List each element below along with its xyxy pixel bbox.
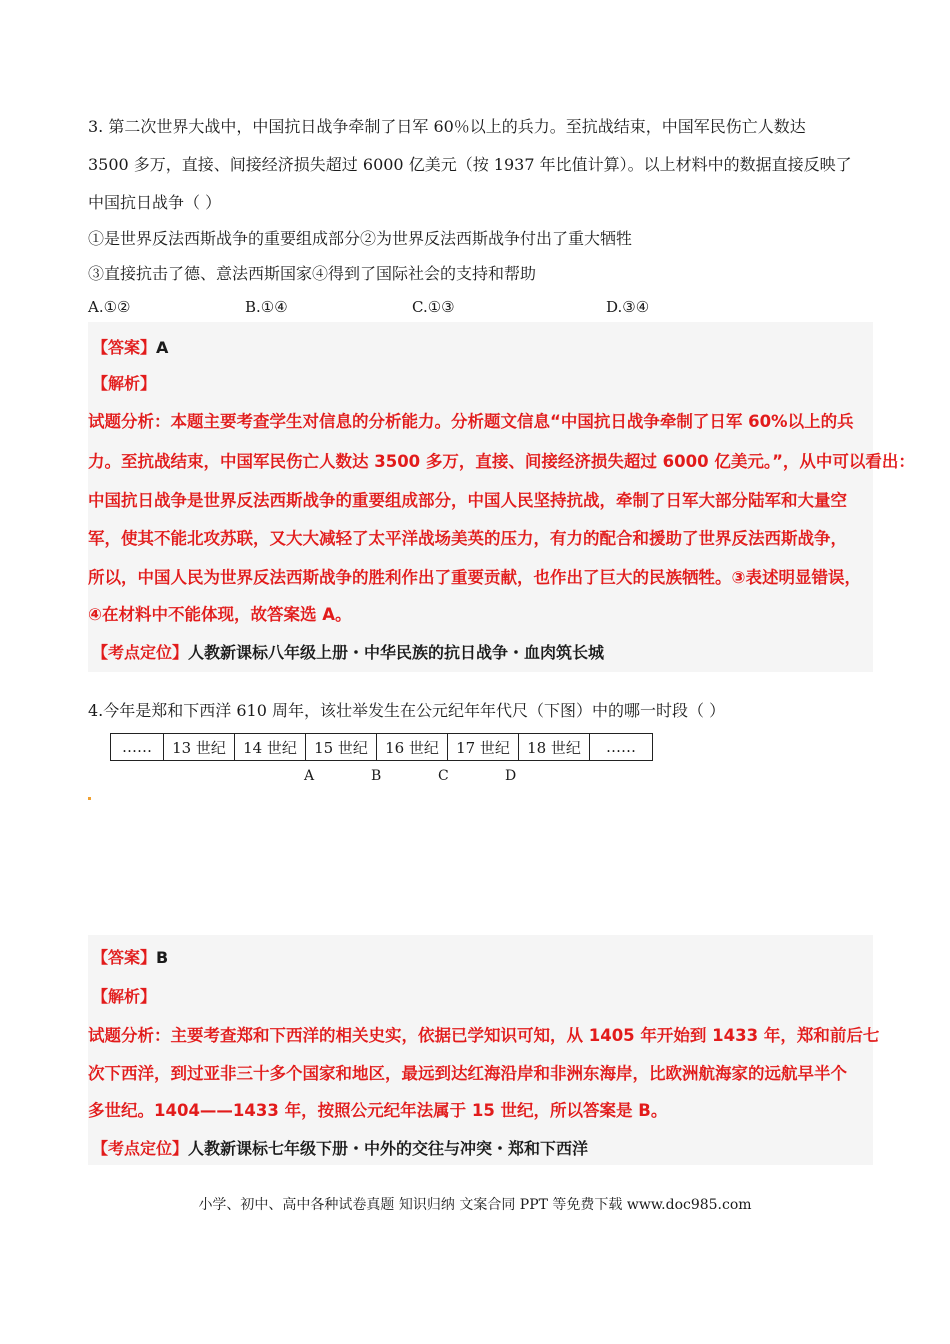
q4-analysis-line-3: 多世纪。1404——1433 年，按照公元纪年法属于 15 世纪，所以答案是 B。 <box>88 1101 668 1120</box>
q3-statement-2: ③直接抗击了德、意法西斯国家④得到了国际社会的支持和帮助 <box>88 264 537 283</box>
timeline-cell: 18 世纪 <box>519 734 590 761</box>
q3-stem-line-1: 3. 第二次世界大战中，中国抗日战争牵制了日军 60％以上的兵力。至抗战结束，中国军民伤亡人数达 <box>88 117 806 136</box>
q3-key-point <box>92 643 604 663</box>
q3-option-d: D.③④ <box>606 298 650 316</box>
q4-stem: 4.今年是郑和下西洋 610 周年，该壮举发生在公元纪年年代尺（下图）中的哪一时段（ ） <box>88 701 726 720</box>
watermark-region-2 <box>88 935 873 1165</box>
q3-analysis-label-text: 【解析】 <box>92 374 157 393</box>
q4-answer-label: 【答案】 <box>92 948 157 967</box>
stray-dot <box>88 797 91 800</box>
timeline-cell: …… <box>590 734 653 761</box>
q3-answer-label: 【答案】 <box>92 338 157 357</box>
q4-analysis-line-1: 试题分析：主要考查郑和下西洋的相关史实，依据已学知识可知，从 1405 年开始到 1433 年，郑和前后七 <box>88 1026 880 1045</box>
q3-analysis-line-2: 力。至抗战结束，中国军民伤亡人数达 3500 多万，直接、间接经济损失超过 6000 亿美元。”，从中可以看出： <box>88 452 915 471</box>
timeline-cell: 16 世纪 <box>377 734 448 761</box>
timeline-cell: …… <box>111 734 164 761</box>
era-timeline-table <box>110 733 653 761</box>
q3-answer-value: A <box>156 338 169 357</box>
q3-point-label: 【考点定位】 <box>92 643 189 662</box>
q3-point-text: 人教新课标八年级上册・中华民族的抗日战争・血肉筑长城 <box>188 643 605 662</box>
timeline-cell: 14 世纪 <box>235 734 306 761</box>
q4-point-label: 【考点定位】 <box>92 1139 189 1158</box>
q4-analysis-line-2: 次下西洋，到过亚非三十多个国家和地区，最远到达红海沿岸和非洲东海岸，比欧洲航海家的远航早半个 <box>88 1064 847 1083</box>
q3-analysis-label <box>92 374 156 394</box>
timeline-letter-b: B <box>371 768 382 784</box>
q4-key-point <box>92 1139 588 1159</box>
q3-statement-1: ①是世界反法西斯战争的重要组成部分②为世界反法西斯战争付出了重大牺牲 <box>88 229 633 248</box>
q3-analysis-line-1: 试题分析：本题主要考查学生对信息的分析能力。分析题文信息“中国抗日战争牵制了日军 60%以上的兵 <box>88 412 854 431</box>
timeline-cell: 17 世纪 <box>448 734 519 761</box>
q3-analysis-line-6: ④在材料中不能体现，故答案选 A。 <box>88 605 352 624</box>
q4-point-text: 人教新课标七年级下册・中外的交往与冲突・郑和下西洋 <box>188 1139 589 1158</box>
q3-stem-line-3: 中国抗日战争（ ） <box>88 193 222 212</box>
q4-answer-value: B <box>156 948 169 967</box>
q4-analysis-label <box>92 987 156 1007</box>
q4-analysis-label-text: 【解析】 <box>92 987 157 1006</box>
q3-stem-line-2: 3500 多万，直接、间接经济损失超过 6000 亿美元（按 1937 年比值计算）。以上材料中的数据直接反映了 <box>88 155 852 174</box>
timeline-letter-c: C <box>438 768 449 784</box>
q3-analysis-line-5: 所以，中国人民为世界反法西斯战争的胜利作出了重要贡献，也作出了巨大的民族牺牲。③表述明显错误， <box>88 568 861 587</box>
timeline-cell: 15 世纪 <box>306 734 377 761</box>
q3-analysis-line-3: 中国抗日战争是世界反法西斯战争的重要组成部分，中国人民坚持抗战，牵制了日军大部分陆军和大量空 <box>88 491 847 510</box>
q3-option-b: B.①④ <box>245 298 288 316</box>
q3-option-a: A.①② <box>88 298 131 316</box>
q3-analysis-line-4: 军，使其不能北攻苏联，又大大减轻了太平洋战场美英的压力，有力的配合和援助了世界反法西斯战争， <box>88 529 847 548</box>
q3-answer <box>92 338 168 358</box>
page-footer: 小学、初中、高中各种试卷真题 知识归纳 文案合同 PPT 等免费下载 www.doc985.com <box>198 1197 752 1213</box>
timeline-letter-a: A <box>304 768 315 784</box>
q3-option-c: C.①③ <box>412 298 455 316</box>
timeline-cell: 13 世纪 <box>164 734 235 761</box>
timeline-letter-d: D <box>505 768 517 784</box>
q4-answer <box>92 948 168 968</box>
